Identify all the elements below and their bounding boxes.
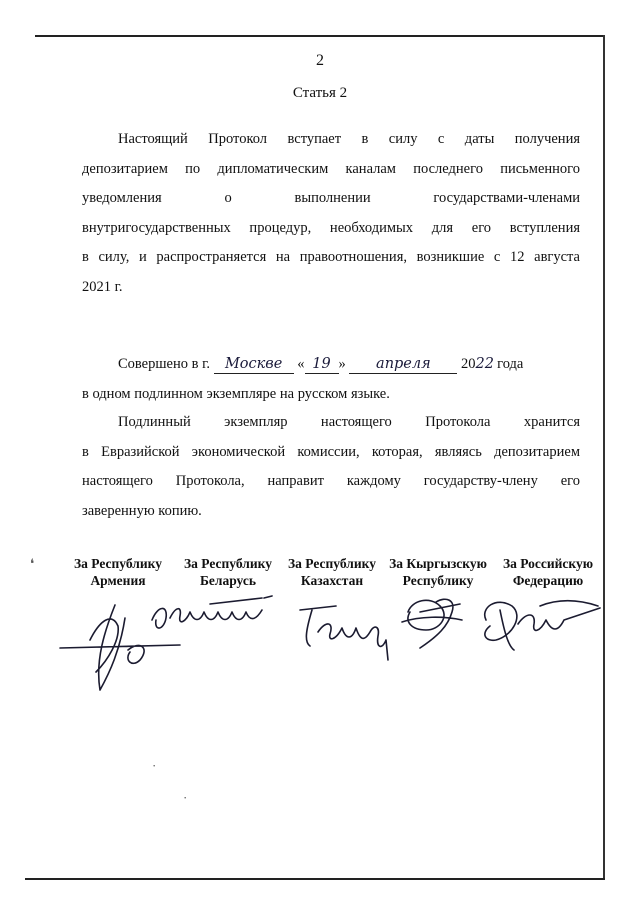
- done-at-prefix: Совершено в г.: [118, 356, 211, 372]
- signer-line1: За Республику: [288, 556, 376, 571]
- paragraph-depositary: [82, 408, 580, 526]
- paragraph-line: в одном подлинном экземпляре на русском языке.: [82, 385, 390, 402]
- signer-line2: Федерацию: [512, 573, 584, 588]
- signer-armenia: [58, 555, 178, 589]
- handwritten-year: 22: [475, 356, 494, 372]
- handwritten-city: Москве: [214, 355, 294, 374]
- signer-line2: Казахстан: [300, 573, 364, 588]
- signer-line2: Республику: [402, 573, 474, 588]
- paragraph-line: депозитарием по дипломатическим каналам последнего письменного: [82, 160, 580, 177]
- signer-line2: Беларусь: [199, 573, 257, 588]
- signer-belarus: [168, 555, 288, 589]
- signer-russia: [488, 555, 608, 589]
- scan-border-top: [35, 35, 605, 37]
- paragraph-line: 2021 г.: [82, 278, 123, 295]
- paragraph-line: [82, 350, 580, 380]
- scan-speck: ·: [183, 790, 188, 805]
- paragraph-line: в Евразийской экономической комиссии, которая, являясь депозитарием: [82, 443, 580, 460]
- paragraph-done-at: [82, 350, 580, 409]
- signer-line1: За Кыргызскую: [389, 556, 487, 571]
- paragraph-line: внутригосударственных процедур, необходимых для его вступления: [82, 219, 580, 236]
- scan-border-right: [603, 35, 605, 880]
- paragraph-line: уведомления о выполнении государствами-членами: [82, 190, 580, 206]
- year-word: года: [497, 356, 524, 372]
- paragraph-line: Настоящий Протокол вступает в силу с даты получения: [118, 131, 580, 147]
- signer-line1: За Российскую: [502, 556, 594, 571]
- signer-line1: За Республику: [184, 556, 272, 571]
- paragraph-line: настоящего Протокола, направит каждому государству-члену его: [82, 473, 580, 489]
- signature-kazakhstan: [300, 606, 388, 660]
- margin-mark: ❛: [30, 556, 35, 571]
- close-quote: »: [338, 356, 346, 372]
- signature-belarus: [152, 596, 272, 628]
- open-quote: «: [297, 356, 305, 372]
- scan-speck: ·: [152, 758, 157, 773]
- signer-line1: За Республику: [74, 556, 162, 571]
- signer-kyrgyzstan: [378, 555, 498, 589]
- paragraph-entry-into-force: [82, 125, 580, 302]
- year-prefix: 20: [461, 356, 476, 372]
- handwritten-day: 19: [305, 355, 339, 374]
- signature-armenia: [60, 605, 180, 690]
- signer-line2: Армения: [90, 573, 146, 588]
- signature-russia: [485, 601, 600, 650]
- article-title: Статья 2: [292, 85, 348, 101]
- paragraph-line: Подлинный экземпляр настоящего Протокола хранится: [118, 414, 580, 430]
- scan-border-bottom: [25, 878, 605, 880]
- signer-kazakhstan: [272, 555, 392, 589]
- signature-kyrgyzstan: [402, 599, 462, 648]
- paragraph-line: в силу, и распространяется на правоотношения, возникшие с 12 августа: [82, 249, 580, 265]
- page-number: 2: [316, 52, 324, 69]
- paragraph-line: заверенную копию.: [82, 502, 202, 519]
- handwritten-month: апреля: [349, 355, 457, 374]
